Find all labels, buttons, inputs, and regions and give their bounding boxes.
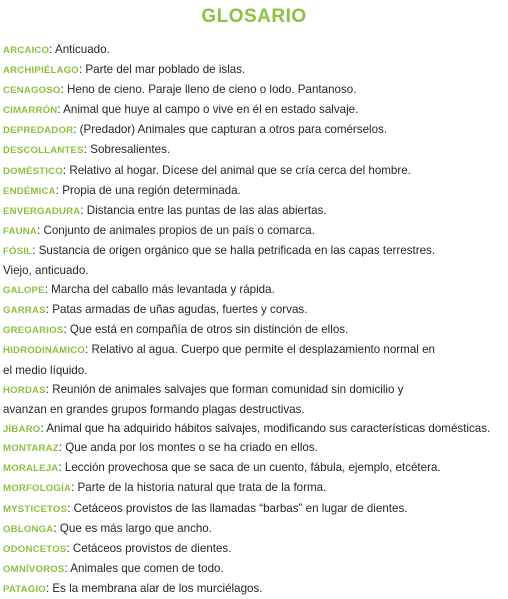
glossary-entry — [3, 60, 503, 80]
glossary-entry — [3, 519, 503, 539]
glossary-definition: : Lección provechosa que se saca de un cuento, fábula, ejemplo, etcétera. — [58, 461, 441, 475]
glossary-entry — [3, 438, 503, 458]
glossary-definition: : Marcha del caballo más levantada y rápida. — [44, 283, 275, 297]
glossary-definition: : Relativo al hogar. Dícese del animal que se cría cerca del hombre. — [62, 163, 411, 177]
glossary-term: DESCOLLANTES — [3, 145, 84, 157]
glossary-term: FÓSIL — [3, 245, 33, 257]
glossary-definition: : Sustancia de origen orgánico que se halla petrificada en las capas terrestres. — [32, 243, 436, 257]
glossary-definition: : Animales que comen de todo. — [64, 561, 224, 575]
glossary-entry — [3, 380, 503, 400]
glossary-term: CIMARRÓN — [3, 105, 58, 117]
glossary-entry — [3, 539, 503, 559]
glossary-term: ARCHIPIÉLAGO — [3, 65, 79, 77]
glossary-term: GALOPE — [3, 285, 45, 297]
glossary-definition: : Parte de la historia natural que trata de la forma. — [71, 481, 327, 495]
glossary-entry — [3, 161, 503, 181]
page-title: GLOSARIO — [201, 6, 307, 27]
glossary-definition: : Conjunto de animales propios de un país o comarca. — [37, 223, 315, 237]
glossary-entry — [3, 100, 503, 120]
glossary-term: GREGARIOS — [3, 325, 64, 337]
glossary-definition-continuation: avanzan en grandes grupos formando plagas destructivas. — [3, 402, 305, 416]
glossary-entry — [3, 320, 503, 340]
glossary-definition: : Animal que huye al campo o vive en él en estado salvaje. — [57, 103, 359, 117]
glossary-entry — [3, 478, 503, 498]
glossary-definition: : Relativo al agua. Cuerpo que permite el desplazamiento normal en — [85, 343, 435, 357]
glossary-list — [3, 40, 503, 599]
glossary-term: MORFOLOGÍA — [3, 483, 72, 495]
glossary-entry — [3, 419, 503, 439]
glossary-term: ENVERGADURA — [3, 205, 81, 217]
glossary-entry — [3, 559, 503, 579]
glossary-entry — [3, 579, 503, 599]
glossary-definition-continuation: Viejo, anticuado. — [3, 264, 89, 278]
glossary-definition: : (Predador) Animales que capturan a otros para comérselos. — [73, 123, 388, 137]
glossary-definition: : Es la membrana alar de los murciélagos. — [45, 581, 263, 595]
glossary-definition: : Sobresalientes. — [83, 143, 171, 157]
glossary-term: DEPREDADOR — [3, 125, 74, 137]
glossary-entry — [3, 120, 503, 140]
glossary-entry — [3, 181, 503, 201]
glossary-term: HIDRODINÁMICO — [3, 345, 86, 357]
glossary-entry — [3, 499, 503, 519]
glossary-term: OBLONGA — [3, 523, 54, 535]
glossary-definition: : Heno de cieno. Paraje lleno de cieno o lodo. Pantanoso. — [60, 83, 357, 97]
glossary-definition: : Parte del mar poblado de islas. — [78, 63, 246, 77]
glossary-term: OMNÍVOROS — [3, 563, 65, 575]
glossary-definition: : Patas armadas de uñas agudas, fuertes y corvas. — [45, 303, 308, 317]
glossary-term: ENDÉMICA — [3, 185, 56, 197]
glossary-definition-continuation: el medio líquido. — [3, 363, 88, 377]
glossary-entry — [3, 140, 503, 160]
glossary-definition: : Propia de una región determinada. — [55, 183, 241, 197]
glossary-term: ARCAICO — [3, 45, 50, 56]
glossary-term: PATAGIO — [3, 583, 46, 595]
glossary-definition: : Reunión de animales salvajes que forman comunidad sin domicilio y — [45, 382, 404, 396]
glossary-term: CENAGOSO — [3, 85, 61, 97]
glossary-entry — [3, 280, 503, 300]
glossary-term: HORDAS — [3, 384, 46, 396]
glossary-term: ODONCETOS — [3, 543, 67, 555]
glossary-definition: : Cetáceos provistos de dientes. — [66, 541, 232, 555]
glossary-term: FAUNA — [3, 225, 38, 237]
glossary-entry — [3, 340, 503, 360]
glossary-entry — [3, 241, 503, 261]
glossary-term: MYSTICETOS — [3, 503, 68, 515]
glossary-definition: : Cetáceos provistos de las llamadas “barbas” en lugar de dientes. — [67, 501, 408, 515]
glossary-definition: : Distancia entre las puntas de las alas abiertas. — [80, 203, 327, 217]
glossary-entry — [3, 221, 503, 241]
glossary-entry — [3, 300, 503, 320]
glossary-definition: : Que es más largo que ancho. — [53, 521, 212, 535]
glossary-definition: : Que está en compañía de otros sin distinción de ellos. — [63, 323, 349, 337]
glossary-term: MONTARAZ — [3, 443, 59, 455]
glossary-term: MORALEJA — [3, 463, 59, 475]
glossary-entry — [3, 40, 503, 60]
glossary-term: JÍBARO — [3, 423, 41, 435]
glossary-definition: : Que anda por los montes o se ha criado en ellos. — [58, 441, 318, 455]
glossary-definition: : Anticuado. — [49, 43, 110, 56]
glossary-definition: : Animal que ha adquirido hábitos salvajes, modificando sus características domésticas. — [40, 421, 491, 435]
glossary-term: DOMÉSTICO — [3, 165, 63, 177]
glossary-term: GARRAS — [3, 305, 46, 317]
glossary-entry — [3, 201, 503, 221]
glossary-entry — [3, 458, 503, 478]
glossary-entry — [3, 80, 503, 100]
